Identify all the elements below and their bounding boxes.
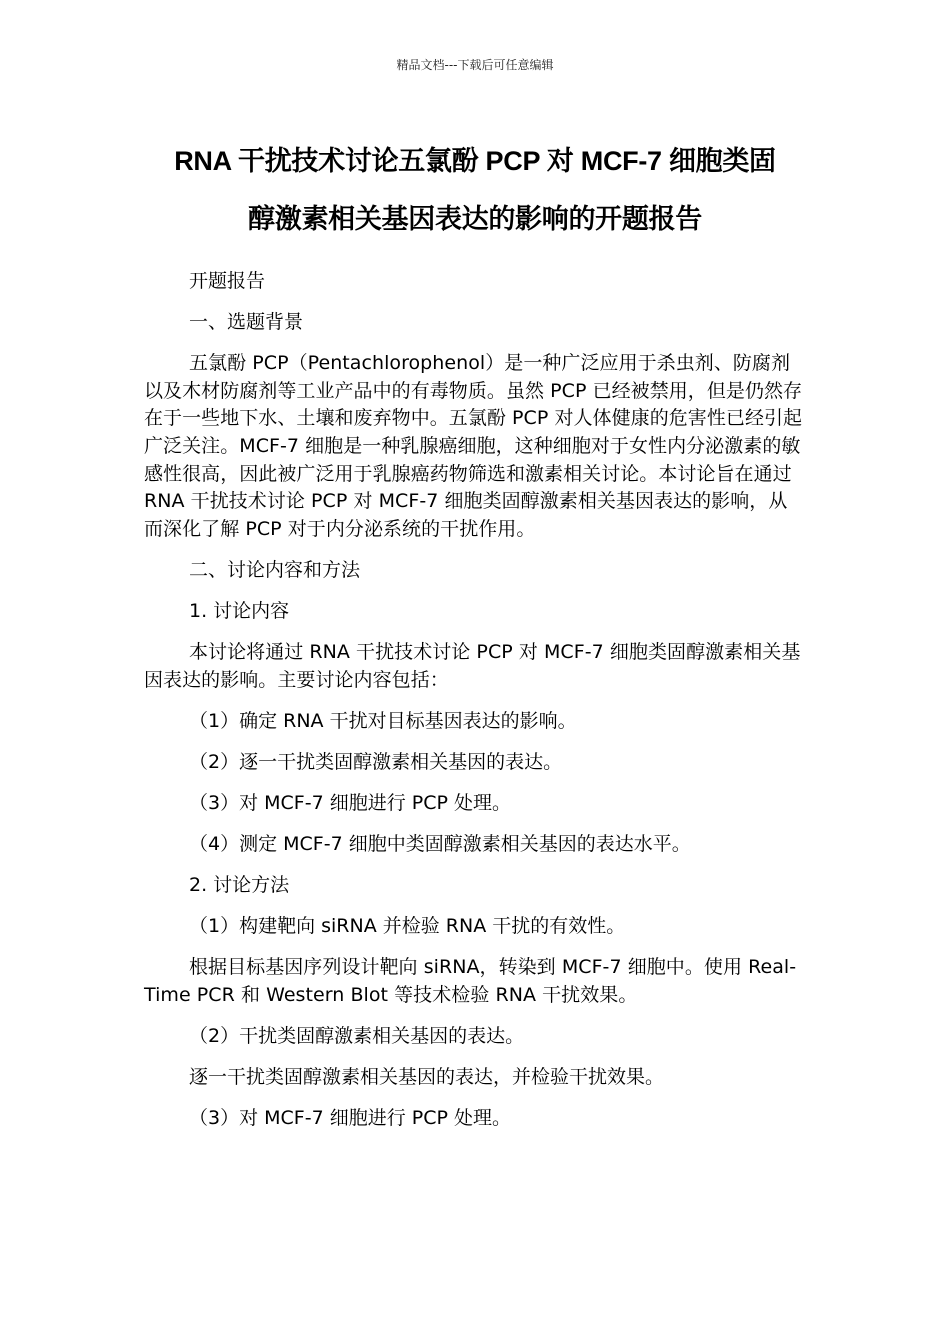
page-header-note: 精品文档---下载后可任意编辑 <box>396 58 554 72</box>
content-intro-paragraph: 本讨论将通过 RNA 干扰技术讨论 PCP 对 MCF-7 细胞类固醇激素相关基因表达的影响。主要讨论内容包括： <box>144 641 801 691</box>
title-line-2: 醇激素相关基因表达的影响的开题报告 <box>248 204 702 234</box>
title-line-1: RNA 干扰技术讨论五氯酚 PCP 对 MCF-7 细胞类固 <box>174 146 776 176</box>
method-2-description: 逐一干扰类固醇激素相关基因的表达，并检验干扰效果。 <box>189 1066 665 1089</box>
method-item-2: （2）干扰类固醇激素相关基因的表达。 <box>189 1024 525 1047</box>
content-list-item: （1）确定 RNA 干扰对目标基因表达的影响。 <box>189 709 577 732</box>
subheading-content: 1. 讨论内容 <box>189 599 290 622</box>
section-label: 开题报告 <box>189 270 266 292</box>
background-paragraph: 五氯酚 PCP（Pentachlorophenol）是一种广泛应用于杀虫剂、防腐剂以及木材防腐剂等工业产品中的有毒物质。虽然 PCP 已经被禁用，但是仍然存在于一些地下水、土壤和废弃物中。五氯酚 PCP 对人体健康的危害性已经引起广泛关注。MCF-7 细胞是一种乳腺癌细胞，这种细胞对于女性内分泌激素的敏感性很高，因此被广泛用于乳腺癌药物筛选和激素相关讨论。本讨论旨在通过 RNA 干扰技术讨论 PCP 对 MCF-7 细胞类固醇激素相关基因表达的影响，从而深化了解 PCP 对于内分泌系统的干扰作用。 <box>144 352 803 540</box>
subheading-methods: 2. 讨论方法 <box>189 874 290 897</box>
method-item-3: （3）对 MCF-7 细胞进行 PCP 处理。 <box>189 1107 511 1130</box>
heading-content-methods: 二、讨论内容和方法 <box>189 558 361 581</box>
method-item-1: （1）构建靶向 siRNA 并检验 RNA 干扰的有效性。 <box>189 915 626 938</box>
document-title <box>145 132 805 248</box>
method-1-description: 根据目标基因序列设计靶向 siRNA，转染到 MCF-7 细胞中。使用 Real-Time PCR 和 Western Blot 等技术检验 RNA 干扰效果。 <box>144 956 797 1006</box>
content-list-item: （2）逐一干扰类固醇激素相关基因的表达。 <box>189 750 563 773</box>
heading-background: 一、选题背景 <box>189 311 304 334</box>
document-body <box>144 268 804 1146</box>
content-list-item: （4）测定 MCF-7 细胞中类固醇激素相关基因的表达水平。 <box>189 833 691 855</box>
content-list-item: （3）对 MCF-7 细胞进行 PCP 处理。 <box>189 791 511 814</box>
